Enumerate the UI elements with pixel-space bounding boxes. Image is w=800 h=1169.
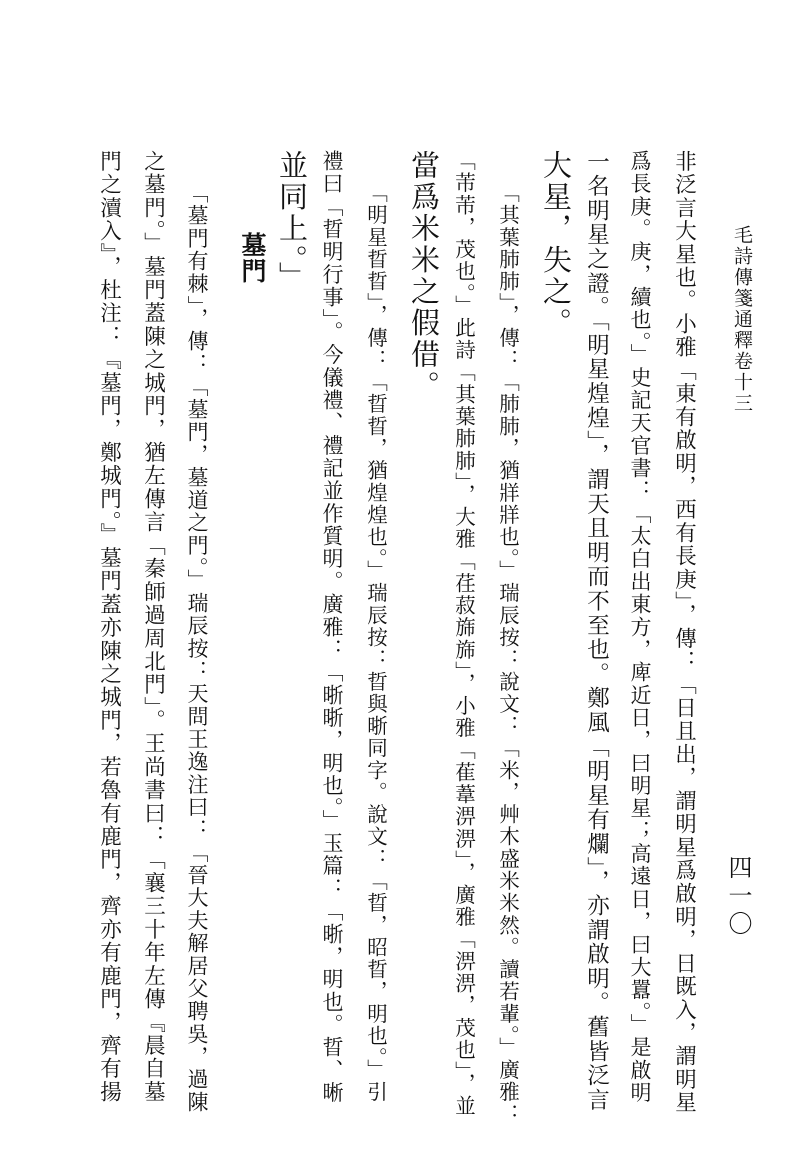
text-column-5: 「其葉肺肺」，傳：「肺肺，猶牂牂也。」瑞辰按：說文：「米，艸木盛米米然。讀若輩。」廣雅：: [495, 182, 520, 1126]
text-column-3: 一名明星之證。「明星煌煌」，謂天且明而不至也。鄭風「明星有爛」，亦謂啟明。舊皆泛言: [583, 150, 610, 1113]
text-column-6: 「芾芾，茂也。」此詩「其葉肺肺」，大雅「荏菽旆旆」，小雅「萑葦淠淠」，廣雅「淠淠，茂也」，並: [451, 150, 476, 1118]
text-column-11: 「墓門有棘」，傳：「墓門，墓道之門。」瑞辰按：天問王逸注曰：「晉大夫解居父聘吳，過陳: [185, 182, 209, 1114]
text-column-8: 「明星晢晢」，傳：「晢晢，猶煌煌也。」瑞辰按：晢與晣同字。說文：「晢，昭晢，明也。」引: [363, 182, 388, 1104]
running-head: 毛詩傳箋通釋卷十三: [731, 225, 753, 414]
text-column-4: 大星，失之。: [539, 150, 573, 339]
page-number: 四一〇: [724, 855, 752, 939]
text-column-9: 禮曰「晢明行事」。今儀禮、禮記並作質明。廣雅：「晣晣，明也。」玉篇：「晣，明也。晢、晰: [320, 150, 344, 1105]
text-column-13: 門之瀆入』，杜注：『墓門，鄭城門。』墓門蓋亦陳之城門，若魯有鹿門，齊亦有鹿門，齊有揚: [96, 150, 122, 1104]
text-column-1: 非泛言大星也。小雅「東有啟明，西有長庚」，傳：「日且出，謂明星爲啟明，日既入，謂明星: [671, 150, 697, 1115]
text-column-7: 當爲米米之假借。: [407, 150, 441, 402]
text-column-10: 並同上。」: [275, 150, 309, 293]
text-column-2: 爲長庚。庚，續也。」史記天官書：「太白出東方，庳近日，曰明星；高遠日，曰大囂。」是啟明: [628, 150, 652, 1105]
section-heading: 墓門: [238, 232, 267, 284]
text-column-12: 之墓門。」墓門蓋陳之城門，猶左傳言「秦師過周北門」。王尚書曰：「襄三十年左傳『晨自墓: [140, 150, 166, 1104]
